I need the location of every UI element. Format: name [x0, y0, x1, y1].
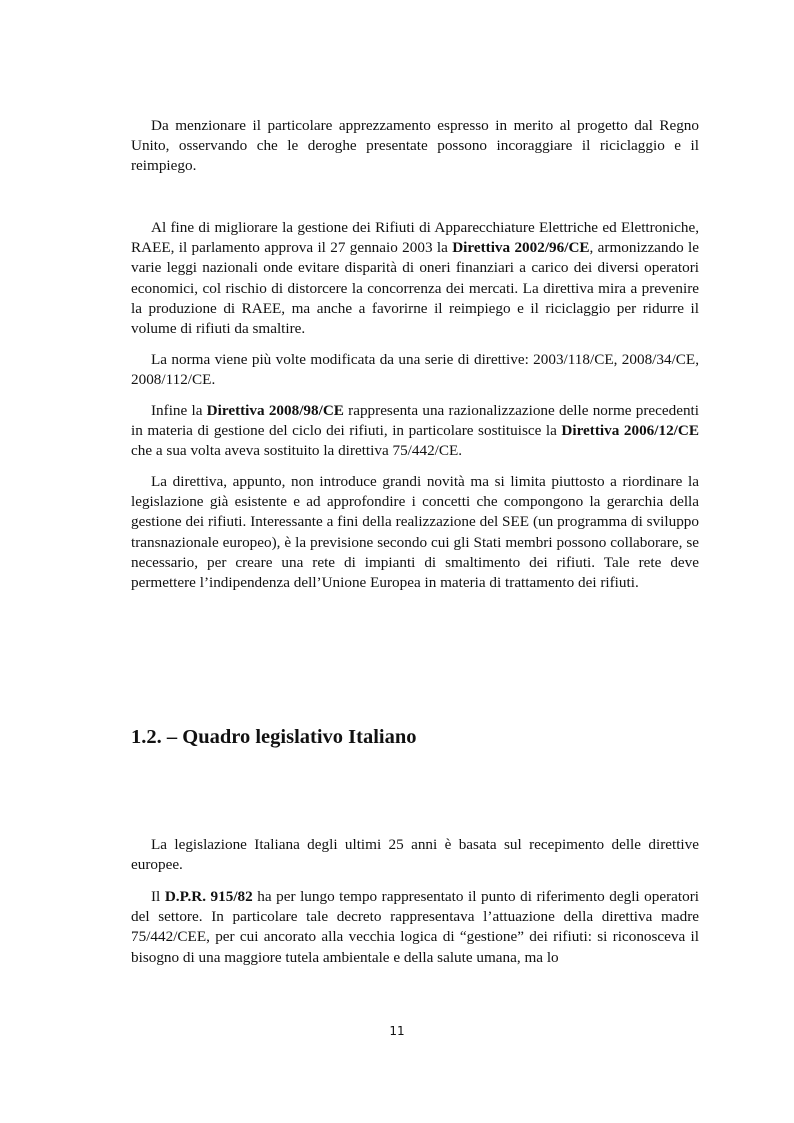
directive-2002-96-ce: Direttiva 2002/96/CE [452, 239, 590, 257]
paragraph-raee-directive [131, 218, 699, 339]
paragraph-uk-appreciation [131, 116, 699, 177]
para2-text-b: , armonizzando le varie leggi nazionali onde evitare disparità di oneri finanziari a carico dei diversi operatori economici, col rischio di distorcere la concorrenza dei mercati. La direttiva mira a prevenire la produzione di RAEE, ma anche a favorirne il reimpiego e il riciclaggio per ridurre il volume di rifiuti da smaltire. [131, 239, 699, 338]
para4-text-b: rappresenta una razionalizzazione delle norme precedenti in materia di gestione del ciclo dei rifiuti, in particolare sostituisce la [131, 402, 699, 440]
para4-text-c: che a sua volta aveva sostituito la direttiva 75/442/CE. [131, 442, 463, 460]
para4-text-a: Infine la [151, 402, 207, 419]
para2-text-a: Al fine di migliorare la gestione dei Rifiuti di Apparecchiature Elettriche ed Elettroniche, RAEE, il parlamento approva il 27 gennaio 2003 la [131, 219, 699, 257]
directive-2008-98-ce: Direttiva 2008/98/CE [206, 402, 344, 419]
dpr-915-82: D.P.R. 915/82 [164, 888, 253, 905]
para1-text: Da menzionare il particolare apprezzamento espresso in merito al progetto dal Regno Unito, osservando che le deroghe presentate possono incoraggiare il riciclaggio e il reimpiego. [131, 117, 699, 175]
para5-text: La direttiva, appunto, non introduce grandi novità ma si limita piuttosto a riordinare la legislazione già esistente e ad approfondire i concetti che compongono la gerarchia della gestione dei rifiuti. Interessante a fini della realizzazione del SEE (un programma di sviluppo transnazionale europeo), è la previsione secondo cui gli Stati membri possono collaborare, se necessario, per creare una rete di impianti di smaltimento dei rifiuti. Tale rete deve permettere l’indipendenza dell’Unione Europea in materia di trattamento dei rifiuti. [131, 473, 699, 592]
page-number: 11 [389, 1024, 405, 1038]
paragraph-dpr-915-82 [131, 887, 699, 968]
section-heading: 1.2. – Quadro legislativo Italiano [131, 726, 417, 748]
paragraph-italian-legislation [131, 835, 699, 875]
para7-text-a: Il [151, 888, 165, 905]
paragraph-amendments [131, 350, 699, 390]
para6-text: La legislazione Italiana degli ultimi 25 anni è basata sul recepimento delle direttive europee. [131, 836, 699, 874]
para3-text: La norma viene più volte modificata da una serie di direttive: 2003/118/CE, 2008/34/CE, 2008/112/CE. [131, 351, 699, 389]
paragraph-directive-scope [131, 472, 699, 593]
paragraph-directive-2008 [131, 401, 699, 462]
directive-2006-12-ce: Direttiva 2006/12/CE [561, 422, 699, 440]
para7-text-b: ha per lungo tempo rappresentato il punto di riferimento degli operatori del settore. In particolare tale decreto rappresentava l’attuazione della direttiva madre 75/442/CEE, per cui ancorato alla vecchia logica di “gestione” dei rifiuti: si riconosceva il bisogno di una maggiore tutela ambientale e della salute umana, ma lo [131, 888, 699, 966]
